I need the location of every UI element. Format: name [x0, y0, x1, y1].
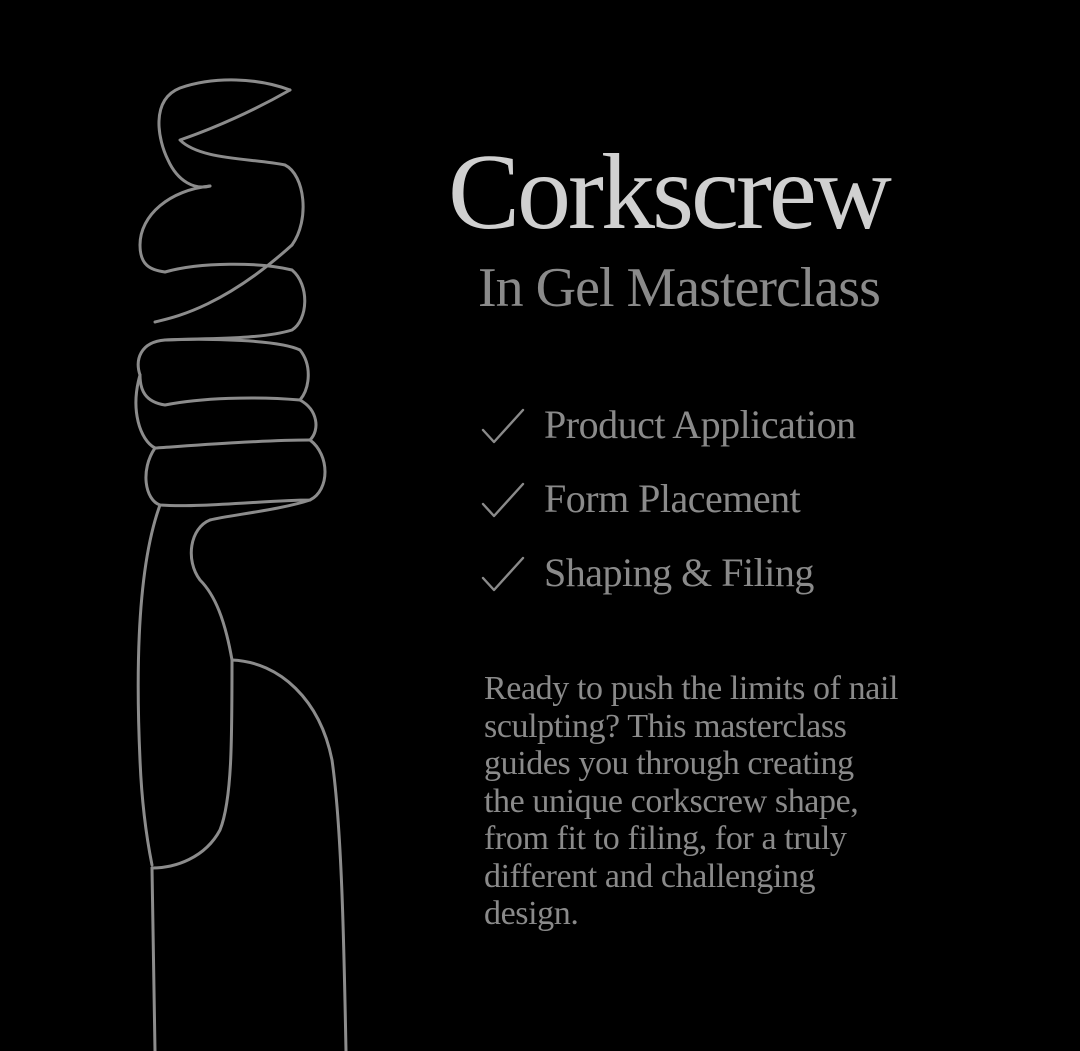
feature-label: Shaping & Filing — [544, 550, 814, 595]
corkscrew-nail-illustration — [0, 0, 400, 1051]
coil-middle-lower — [136, 375, 310, 448]
checkmark-icon — [480, 402, 526, 448]
coil-lower — [146, 440, 325, 506]
nail-body-left — [138, 505, 160, 865]
feature-item — [480, 536, 1040, 610]
checkmark-icon — [480, 550, 526, 596]
feature-list — [480, 388, 1040, 610]
description-line: sculpting? This masterclass — [484, 707, 847, 745]
description-line: guides you through creating — [484, 745, 854, 782]
description-paragraph — [484, 670, 964, 933]
feature-item — [480, 388, 1040, 462]
feature-label: Product Application — [544, 402, 856, 447]
description-line: from fit to filing, for a truly — [484, 820, 847, 857]
coil-middle-back — [165, 339, 308, 400]
description-line: different and challenging — [484, 857, 816, 895]
description-line: Ready to push the limits of nail — [484, 670, 899, 707]
coil-upper-edge — [155, 245, 292, 322]
checkmark-icon — [480, 476, 526, 522]
description-line: design. — [484, 895, 579, 932]
finger-right — [232, 660, 346, 1051]
feature-label: Form Placement — [544, 476, 801, 521]
nail-tip-curl — [159, 80, 290, 187]
coil-upper-back — [140, 186, 210, 272]
coil-lower-inner — [191, 500, 310, 660]
page-title: Corkscrew — [448, 133, 889, 252]
nail-bed-edge — [152, 660, 232, 868]
finger-left — [152, 868, 155, 1051]
page-subtitle: In Gel Masterclass — [478, 257, 880, 319]
coil-middle-front — [140, 375, 316, 440]
feature-item — [480, 462, 1040, 536]
nail-tip-band — [180, 90, 303, 245]
description-line: the unique corkscrew shape, — [484, 782, 859, 820]
